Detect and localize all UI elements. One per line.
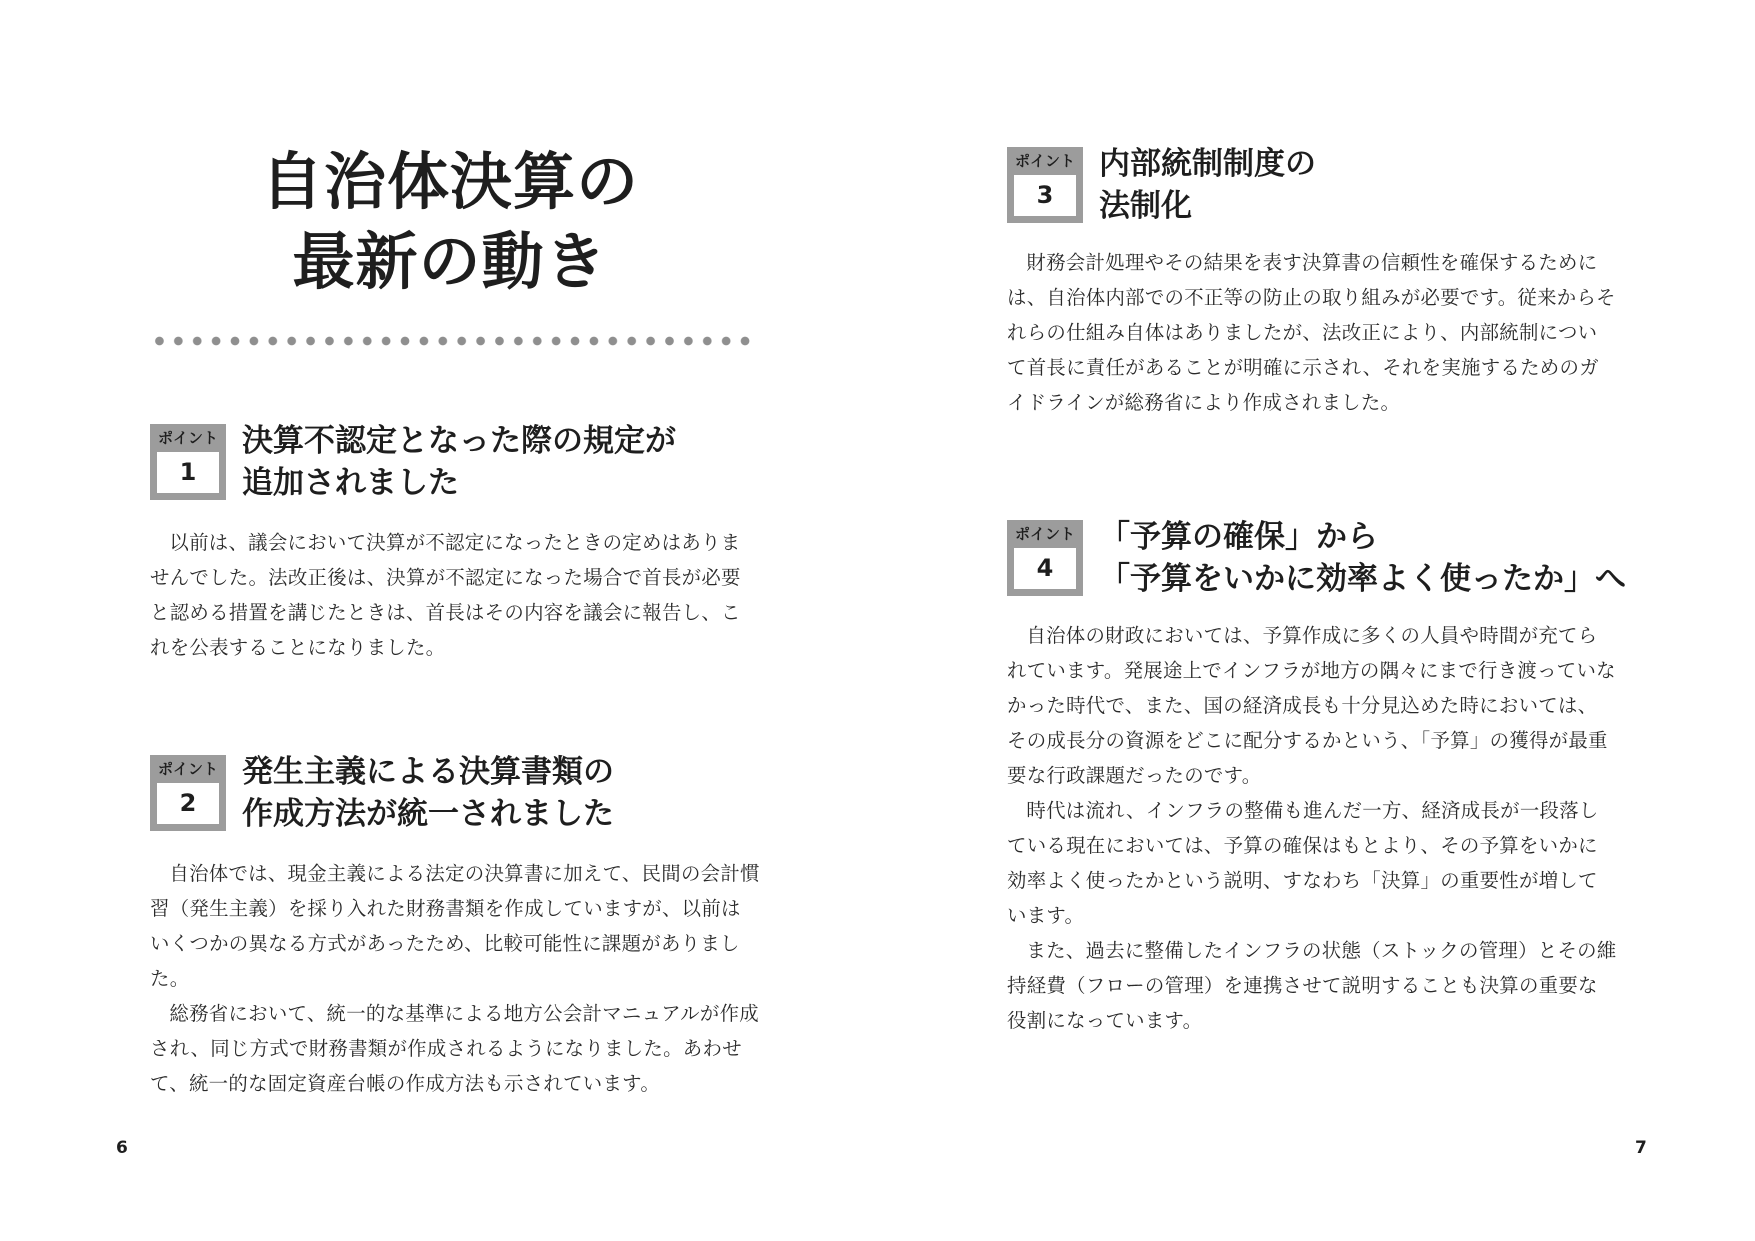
dotted-divider [150, 336, 750, 346]
paragraph: 時代は流れ、インフラの整備も進んだ一方、経済成長が一段落している現在においては、予算の確保はもとより、その予算をいかに効率よく使ったかという説明、すなわち「決算」の重要性が増しています。 [1007, 799, 1599, 927]
chapter-title-line-2: 最新の動き [292, 225, 608, 298]
point-title-line-1: 決算不認定となった際の規定が [242, 423, 676, 459]
paragraph: 自治体では、現金主義による法定の決算書に加えて、民間の会計慣習（発生主義）を採り入れた財務書類を作成していますが、以前はいくつかの異なる方式があったため、比較可能性に課題がありました。 [150, 862, 760, 990]
chapter-title-line-1: 自治体決算の [260, 145, 639, 218]
paragraph: また、過去に整備したインフラの状態（ストックの管理）とその維持経費（フローの管理）を連携させて説明することも決算の重要な役割になっています。 [1007, 939, 1617, 1032]
page-number: 6 [116, 1138, 128, 1158]
point-title [1099, 143, 1659, 227]
paragraph: 自治体の財政においては、予算作成に多くの人員や時間が充てられています。発展途上でインフラが地方の隅々にまで行き渡っていなかった時代で、また、国の経済成長も十分見込めた時においては、その成長分の資源をどこに配分するかという、「予算」の獲得が最重要な行政課題だったのです。 [1007, 624, 1616, 787]
point-title [242, 751, 802, 835]
point-2-body [150, 856, 760, 1101]
point-title-line-2: 作成方法が統一されました [242, 796, 614, 832]
point-title-line-2: 「予算をいかに効率よく使ったか」へ [1099, 561, 1626, 597]
paragraph: 総務省において、統一的な基準による地方公会計マニュアルが作成され、同じ方式で財務書類が作成されるようになりました。あわせて、統一的な固定資産台帳の作成方法も示されています。 [150, 1002, 759, 1095]
point-badge [1007, 147, 1083, 223]
point-badge-label: ポイント [1014, 525, 1075, 543]
right-page [877, 0, 1755, 1241]
point-title-line-1: 内部統制制度の [1099, 146, 1316, 182]
point-badge-label: ポイント [1014, 152, 1075, 170]
point-badge-number: 3 [1014, 175, 1076, 216]
point-4-body [1007, 618, 1617, 1038]
chapter-title [150, 142, 750, 302]
point-badge-label: ポイント [157, 760, 218, 778]
point-badge [1007, 520, 1083, 596]
paragraph: 財務会計処理やその結果を表す決算書の信頼性を確保するためには、自治体内部での不正等の防止の取り組みが必要です。従来からそれらの仕組み自体はありましたが、法改正により、内部統制について首長に責任があることが明確に示され、それを実施するためのガイドラインが総務省により作成されました。 [1007, 251, 1616, 414]
point-1-body [150, 525, 760, 665]
point-badge-number: 4 [1014, 548, 1076, 589]
point-badge-number: 2 [157, 783, 219, 824]
point-title-line-1: 「予算の確保」から [1099, 519, 1378, 555]
point-3-body [1007, 245, 1617, 420]
left-page [0, 0, 877, 1241]
point-title-line-1: 発生主義による決算書類の [242, 754, 614, 790]
point-badge-number: 1 [157, 452, 219, 493]
point-title [1099, 516, 1659, 600]
point-title-line-2: 法制化 [1099, 188, 1192, 224]
point-badge-label: ポイント [157, 429, 218, 447]
point-badge [150, 424, 226, 500]
paragraph: 以前は、議会において決算が不認定になったときの定めはありませんでした。法改正後は、決算が不認定になった場合で首長が必要と認める措置を講じたときは、首長はその内容を議会に報告し、これを公表することになりました。 [150, 531, 741, 659]
point-badge [150, 755, 226, 831]
point-title-line-2: 追加されました [242, 465, 459, 501]
point-title [242, 420, 802, 504]
page-number: 7 [1635, 1138, 1647, 1158]
